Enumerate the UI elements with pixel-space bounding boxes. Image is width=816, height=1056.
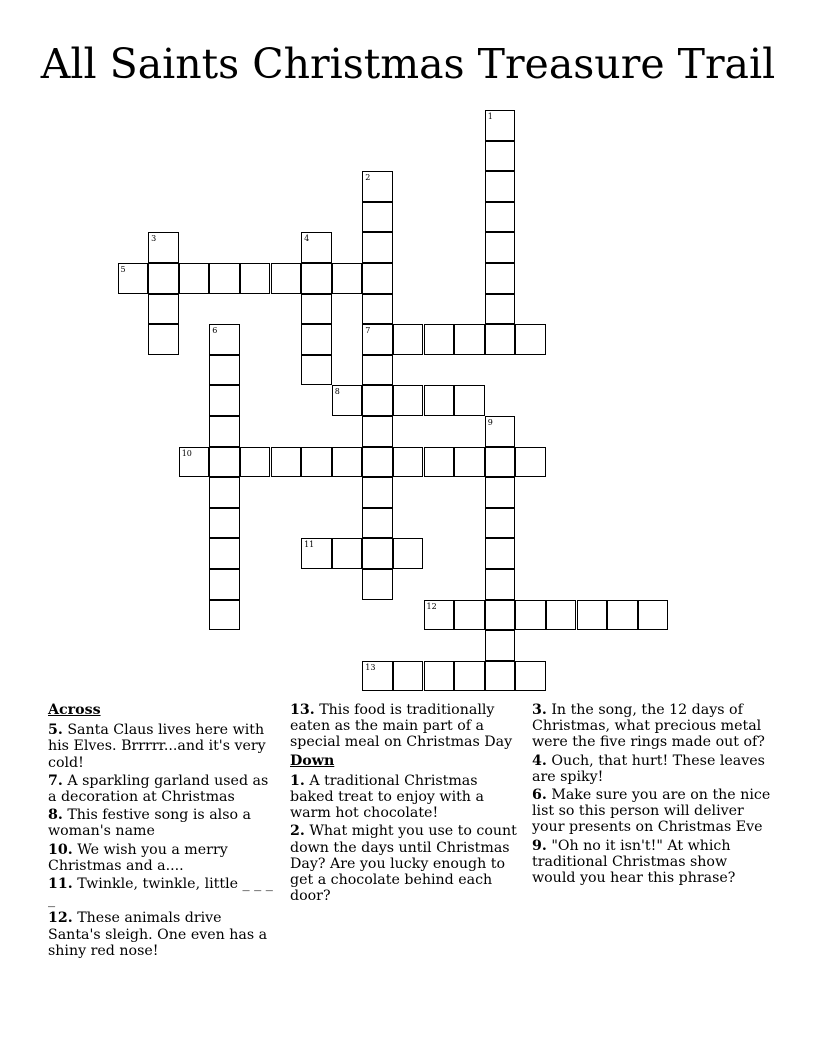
crossword-cell[interactable] xyxy=(485,141,516,172)
clue-down-6 xyxy=(532,787,772,836)
crossword-cell[interactable] xyxy=(148,232,179,263)
crossword-cell[interactable] xyxy=(362,294,393,325)
crossword-cell[interactable] xyxy=(362,324,393,355)
crossword-cell[interactable] xyxy=(485,477,516,508)
clue-text: Santa Claus lives here with his Elves. Brrrrr...and it's very cold! xyxy=(48,722,266,771)
crossword-cell[interactable] xyxy=(393,538,424,569)
crossword-cell[interactable] xyxy=(424,324,455,355)
crossword-cell[interactable] xyxy=(485,630,516,661)
crossword-cell[interactable] xyxy=(424,600,455,631)
cell-number: 6 xyxy=(212,326,218,336)
clue-text: This festive song is also a woman's name xyxy=(48,807,252,840)
clue-text: Ouch, that hurt! These leaves are spiky! xyxy=(532,752,765,785)
cell-number: 11 xyxy=(304,540,315,550)
cell-number: 7 xyxy=(365,326,371,336)
clue-number: 13. xyxy=(290,702,315,718)
clue-text: We wish you a merry Christmas and a.... xyxy=(48,841,228,874)
crossword-cell[interactable] xyxy=(179,447,210,478)
cell-number: 3 xyxy=(151,234,157,244)
crossword-cell[interactable] xyxy=(209,508,240,539)
clue-column-1 xyxy=(48,700,278,961)
crossword-cell[interactable] xyxy=(454,661,485,692)
crossword-cell[interactable] xyxy=(454,324,485,355)
cell-number: 2 xyxy=(365,173,371,183)
cell-number: 13 xyxy=(365,662,376,672)
clue-number: 11. xyxy=(48,876,73,893)
clue-across-7 xyxy=(48,773,278,805)
crossword-cell[interactable] xyxy=(577,600,608,631)
clue-number: 9. xyxy=(532,837,547,854)
crossword-cell[interactable] xyxy=(301,294,332,325)
crossword-cell[interactable] xyxy=(209,447,240,478)
crossword-cell[interactable] xyxy=(607,600,638,631)
crossword-cell[interactable] xyxy=(301,263,332,294)
clue-number: 5. xyxy=(48,722,63,739)
cell-number: 5 xyxy=(120,265,126,274)
crossword-cell[interactable] xyxy=(362,263,393,294)
crossword-cell[interactable] xyxy=(148,324,179,355)
crossword-cell[interactable] xyxy=(148,294,179,325)
clue-across-10 xyxy=(48,842,278,874)
crossword-cell[interactable] xyxy=(118,263,149,294)
clue-across-11 xyxy=(48,876,278,908)
crossword-cell[interactable] xyxy=(362,202,393,233)
clue-text: Twinkle, twinkle, little _ _ _ _ xyxy=(48,876,273,909)
crossword-cell[interactable] xyxy=(424,447,455,478)
crossword-cell[interactable] xyxy=(301,355,332,386)
crossword-cell[interactable] xyxy=(485,263,516,294)
clue-number: 4. xyxy=(532,752,547,769)
crossword-cell[interactable] xyxy=(209,538,240,569)
crossword-cell[interactable] xyxy=(515,447,546,478)
crossword-cell[interactable] xyxy=(362,538,393,569)
crossword-cell[interactable] xyxy=(515,324,546,355)
clue-number: 2. xyxy=(290,823,305,840)
clue-across-12 xyxy=(48,910,278,959)
cell-number: 1 xyxy=(487,112,493,121)
crossword-cell[interactable] xyxy=(332,263,363,294)
clue-text: In the song, the 12 days of Christmas, what precious metal were the five rings made out of? xyxy=(532,702,765,751)
crossword-cell[interactable] xyxy=(362,447,393,478)
crossword-cell[interactable] xyxy=(362,171,393,202)
crossword-cell[interactable] xyxy=(362,477,393,508)
crossword-cell[interactable] xyxy=(209,416,240,447)
crossword-cell[interactable] xyxy=(240,447,271,478)
clue-number: 7. xyxy=(48,772,63,789)
clue-number: 1. xyxy=(290,772,305,789)
crossword-cell[interactable] xyxy=(301,324,332,355)
clue-down-3 xyxy=(532,702,772,751)
crossword-cell[interactable] xyxy=(546,600,577,631)
clue-text: This food is traditionally eaten as the main part of a special meal on Christmas Day xyxy=(290,702,513,751)
crossword-cell[interactable] xyxy=(179,263,210,294)
crossword-cell[interactable] xyxy=(393,385,424,416)
clue-down-2 xyxy=(290,823,522,904)
crossword-cell[interactable] xyxy=(362,232,393,263)
cell-number: 8 xyxy=(334,387,340,397)
crossword-cell[interactable] xyxy=(271,447,302,478)
crossword-cell[interactable] xyxy=(485,508,516,539)
crossword-cell[interactable] xyxy=(148,263,179,294)
clue-column-2 xyxy=(290,700,522,906)
clue-number: 3. xyxy=(532,702,547,718)
across-heading: Across xyxy=(48,702,101,718)
crossword-cell[interactable] xyxy=(393,324,424,355)
clue-text: These animals drive Santa's sleigh. One even has a shiny red nose! xyxy=(48,910,268,959)
crossword-cell[interactable] xyxy=(485,232,516,263)
crossword-cell[interactable] xyxy=(362,508,393,539)
crossword-cell[interactable] xyxy=(515,600,546,631)
clue-down-9 xyxy=(532,838,772,887)
clue-number: 6. xyxy=(532,787,547,804)
clue-text: Make sure you are on the nice list so this person will deliver your presents on Christmas Eve xyxy=(532,787,771,836)
crossword-cell[interactable] xyxy=(332,538,363,569)
cell-number: 12 xyxy=(426,601,437,611)
crossword-cell[interactable] xyxy=(271,263,302,294)
clue-across-8 xyxy=(48,807,278,839)
crossword-cell[interactable] xyxy=(301,447,332,478)
crossword-cell[interactable] xyxy=(362,569,393,600)
cell-number: 10 xyxy=(181,448,192,458)
crossword-cell[interactable] xyxy=(485,661,516,692)
page-title: All Saints Christmas Treasure Trail xyxy=(40,40,776,88)
cell-number: 9 xyxy=(487,418,493,427)
crossword-cell[interactable] xyxy=(485,294,516,325)
clue-across-13 xyxy=(290,702,522,751)
crossword-cell[interactable] xyxy=(393,661,424,692)
crossword-cell[interactable] xyxy=(485,202,516,233)
crossword-cell[interactable] xyxy=(424,385,455,416)
crossword-cell[interactable] xyxy=(301,232,332,263)
down-heading: Down xyxy=(290,752,335,769)
crossword-cell[interactable] xyxy=(332,385,363,416)
crossword-cell[interactable] xyxy=(209,600,240,631)
crossword-cell[interactable] xyxy=(485,110,516,141)
crossword-cell[interactable] xyxy=(485,171,516,202)
crossword-cell[interactable] xyxy=(485,600,516,631)
clue-text: "Oh no it isn't!" At which traditional Christmas show would you hear this phrase? xyxy=(532,837,736,887)
clue-text: A sparkling garland used as a decoration at Christmas xyxy=(48,772,269,806)
cell-number: 4 xyxy=(304,234,310,244)
crossword-cell[interactable] xyxy=(485,416,516,447)
crossword-cell[interactable] xyxy=(362,661,393,692)
clue-number: 10. xyxy=(48,841,73,858)
crossword-cell[interactable] xyxy=(485,569,516,600)
crossword-cell[interactable] xyxy=(362,355,393,386)
crossword-cell[interactable] xyxy=(209,263,240,294)
crossword-cell[interactable] xyxy=(638,600,669,631)
crossword-cell[interactable] xyxy=(362,416,393,447)
crossword-cell[interactable] xyxy=(209,385,240,416)
crossword-cell[interactable] xyxy=(424,661,455,692)
crossword-cell[interactable] xyxy=(485,447,516,478)
clue-down-1 xyxy=(290,773,522,822)
clue-column-3 xyxy=(532,700,772,888)
crossword-cell[interactable] xyxy=(362,385,393,416)
clue-down-4 xyxy=(532,753,772,785)
crossword-cell[interactable] xyxy=(454,447,485,478)
crossword-cell[interactable] xyxy=(485,538,516,569)
crossword-cell[interactable] xyxy=(209,324,240,355)
crossword-cell[interactable] xyxy=(393,447,424,478)
crossword-cell[interactable] xyxy=(485,324,516,355)
crossword-cell[interactable] xyxy=(454,600,485,631)
crossword-cell[interactable] xyxy=(209,569,240,600)
clue-number: 12. xyxy=(48,910,73,927)
clue-text: A traditional Christmas baked treat to enjoy with a warm hot chocolate! xyxy=(290,772,484,822)
crossword-cell[interactable] xyxy=(209,355,240,386)
clue-text: What might you use to count down the days until Christmas Day? Are you lucky enough to get a chocolate behind each door? xyxy=(290,823,517,905)
clue-across-5 xyxy=(48,722,278,771)
clue-number: 8. xyxy=(48,807,63,824)
crossword-cell[interactable] xyxy=(301,538,332,569)
crossword-cell[interactable] xyxy=(515,661,546,692)
crossword-cell[interactable] xyxy=(240,263,271,294)
crossword-cell[interactable] xyxy=(454,385,485,416)
crossword-cell[interactable] xyxy=(332,447,363,478)
crossword-cell[interactable] xyxy=(209,477,240,508)
